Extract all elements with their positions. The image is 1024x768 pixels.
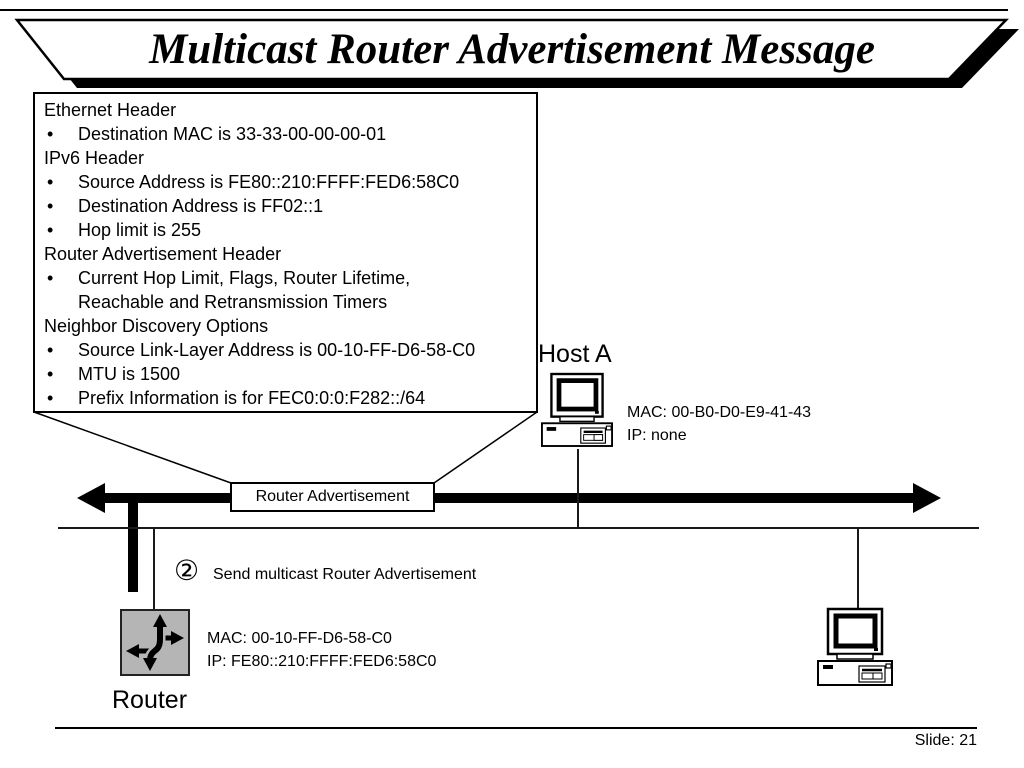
bullet-glyph: • bbox=[47, 340, 54, 360]
callout-funnel-right bbox=[434, 412, 537, 483]
host-a-mac: MAC: 00-B0-D0-E9-41-43 bbox=[627, 404, 812, 421]
router-icon bbox=[120, 609, 190, 676]
info-line: • Hop limit is 255 bbox=[44, 218, 530, 242]
info-line: Neighbor Discovery Options bbox=[44, 316, 269, 336]
callout-funnel-left bbox=[34, 412, 231, 483]
host-a-address-block bbox=[627, 401, 811, 447]
step-2-badge: ② bbox=[174, 554, 200, 587]
info-line: Router Advertisement Header bbox=[44, 244, 282, 264]
router-advertisement-label: Router Advertisement bbox=[255, 488, 410, 505]
arrowhead-right bbox=[913, 483, 941, 513]
bullet-glyph: • bbox=[47, 124, 54, 144]
bullet-glyph: • bbox=[47, 196, 54, 216]
host-a-computer-icon bbox=[541, 370, 613, 450]
page-title: Multicast Router Advertisement Message bbox=[149, 26, 875, 73]
bullet-glyph: • bbox=[47, 268, 54, 288]
bullet-glyph: • bbox=[47, 388, 54, 408]
bullet-glyph: • bbox=[47, 172, 54, 192]
info-line: Reachable and Retransmission Timers bbox=[78, 292, 388, 312]
info-line: • Destination MAC is 33-33-00-00-00-01 bbox=[44, 122, 530, 146]
slide-number: Slide: 21 bbox=[914, 732, 977, 749]
footer-rule bbox=[55, 727, 977, 729]
host-a-label: Host A bbox=[538, 340, 612, 368]
router-address-block bbox=[207, 627, 436, 673]
info-line: IPv6 Header bbox=[44, 148, 145, 168]
info-line: • Source Link-Layer Address is 00-10-FF-D6-58-C0 bbox=[44, 338, 530, 362]
info-line: • Prefix Information is for FEC0:0:0:F282::/64 bbox=[44, 386, 530, 410]
router-label: Router bbox=[112, 686, 188, 714]
packet-info-box bbox=[33, 92, 538, 413]
info-line: • Source Address is FE80::210:FFFF:FED6:58C0 bbox=[44, 170, 530, 194]
router-ip: IP: FE80::210:FFFF:FED6:58C0 bbox=[207, 653, 437, 670]
step-2-text: Send multicast Router Advertisement bbox=[213, 566, 477, 583]
router-mac: MAC: 00-10-FF-D6-58-C0 bbox=[207, 630, 392, 647]
info-line: • MTU is 1500 bbox=[44, 362, 530, 386]
info-line: • Destination Address is FF02::1 bbox=[44, 194, 530, 218]
arrowhead-left bbox=[77, 483, 105, 513]
info-line: • Current Hop Limit, Flags, Router Lifetime, bbox=[44, 266, 530, 290]
info-line: Ethernet Header bbox=[44, 100, 177, 120]
bullet-glyph: • bbox=[47, 220, 54, 240]
bullet-glyph: • bbox=[47, 364, 54, 384]
router-advertisement-label-box bbox=[230, 482, 435, 512]
host-b-computer-icon bbox=[816, 607, 894, 687]
host-a-ip: IP: none bbox=[627, 427, 687, 444]
